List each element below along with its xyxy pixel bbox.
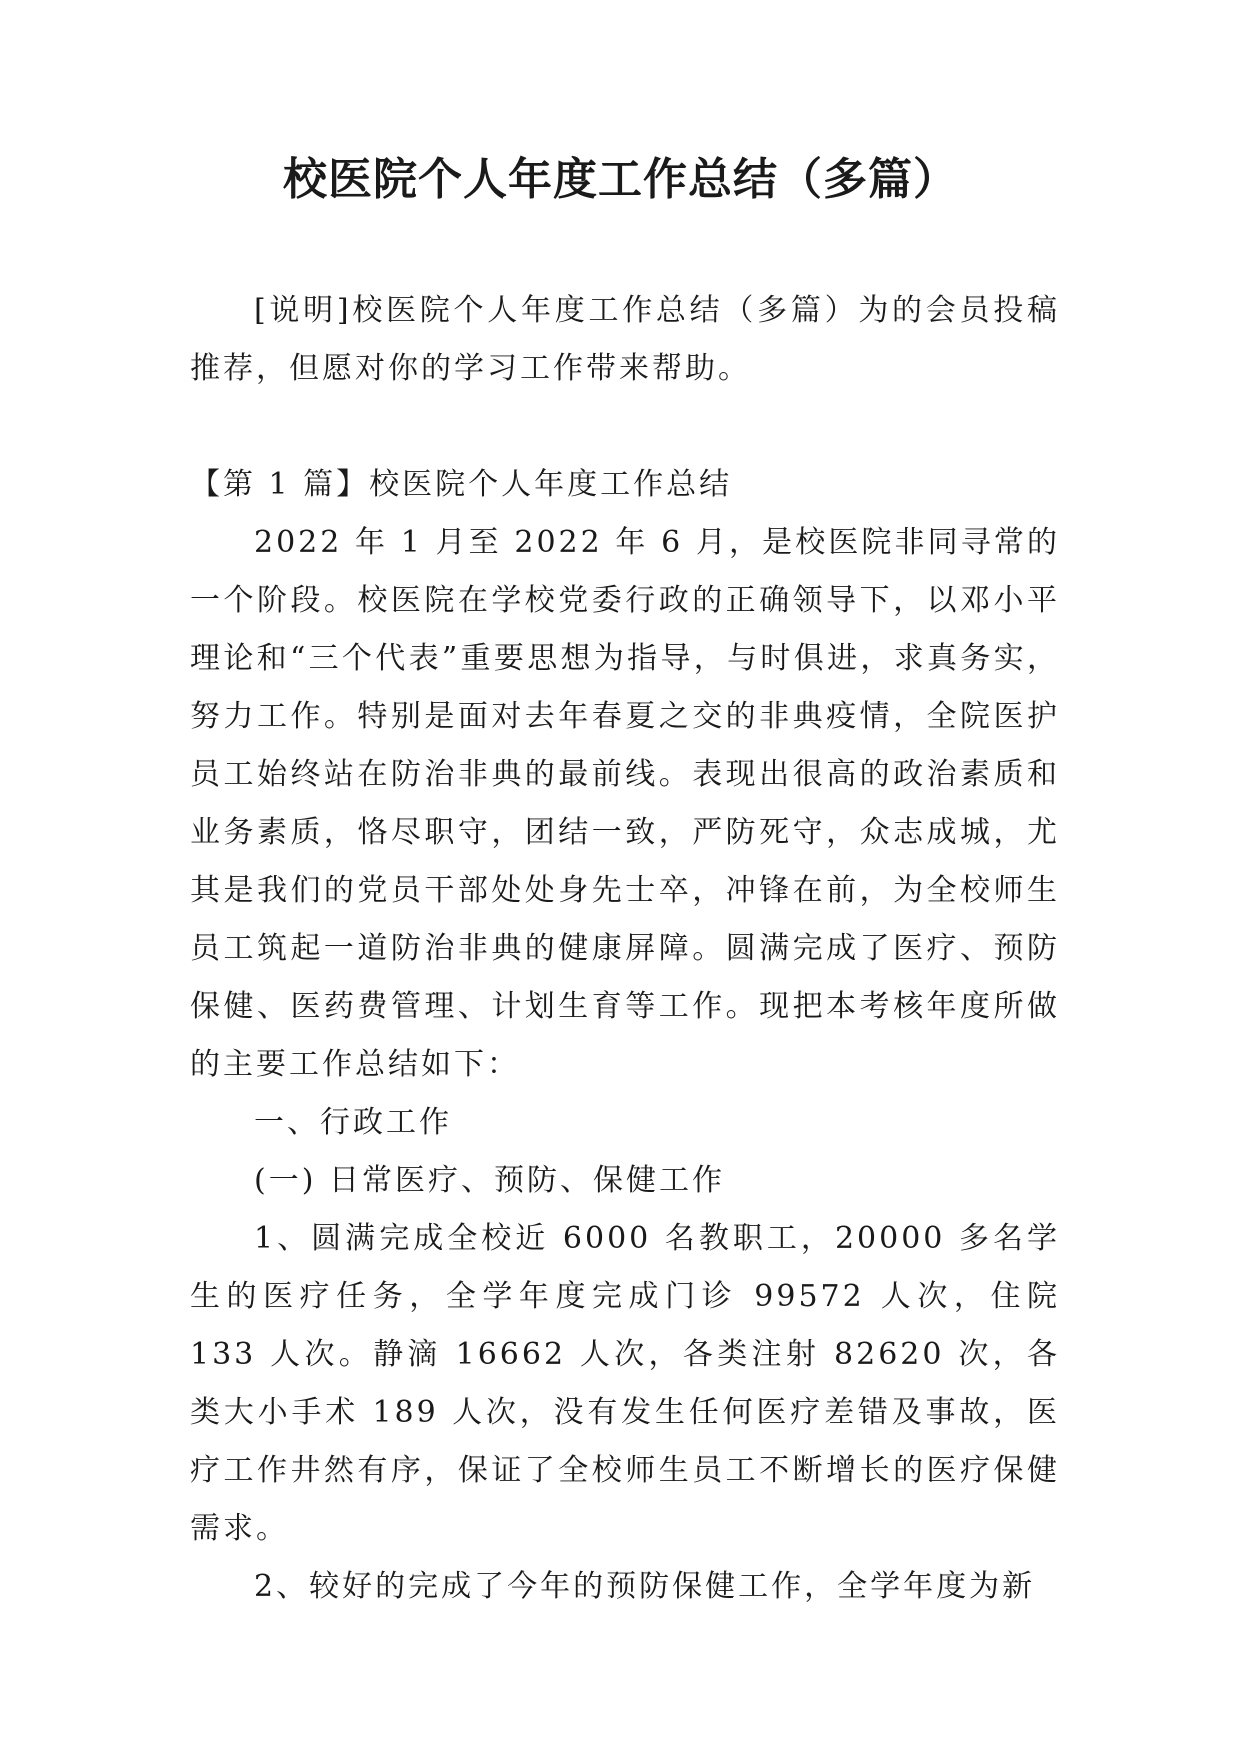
- chapter-heading: 【第 1 篇】校医院个人年度工作总结: [190, 467, 733, 502]
- subsection-heading: (一) 日常医疗、预防、保健工作: [254, 1163, 725, 1198]
- section-heading: 一、行政工作: [254, 1105, 452, 1140]
- document-body: [190, 282, 1060, 1616]
- intro-paragraph: [说明]校医院个人年度工作总结（多篇）为的会员投稿推荐，但愿对你的学习工作带来帮助。: [190, 293, 1060, 386]
- paragraph: 1、圆满完成全校近 6000 名教职工，20000 多名学生的医疗任务，全学年度完成门诊 99572 人次，住院 133 人次。静滴 16662 人次，各类注射 82620 次，各类大小手术 189 人次，没有发生任何医疗差错及事故，医疗工作井然有序，保证了全校师生员工不断增长的医疗保健需求。: [190, 1221, 1060, 1546]
- paragraph: 2022 年 1 月至 2022 年 6 月，是校医院非同寻常的一个阶段。校医院在学校党委行政的正确领导下，以邓小平理论和“三个代表”重要思想为指导，与时俱进，求真务实，努力工作。特别是面对去年春夏之交的非典疫情，全院医护员工始终站在防治非典的最前线。表现出很高的政治素质和业务素质，恪尽职守，团结一致，严防死守，众志成城，尤其是我们的党员干部处处身先士卒，冲锋在前，为全校师生员工筑起一道防治非典的健康屏障。圆满完成了医疗、预防保健、医药费管理、计划生育等工作。现把本考核年度所做的主要工作总结如下：: [190, 525, 1060, 1082]
- document-title: 校医院个人年度工作总结（多篇）: [283, 154, 958, 205]
- paragraph: 2、较好的完成了今年的预防保健工作，全学年度为新: [254, 1569, 1036, 1604]
